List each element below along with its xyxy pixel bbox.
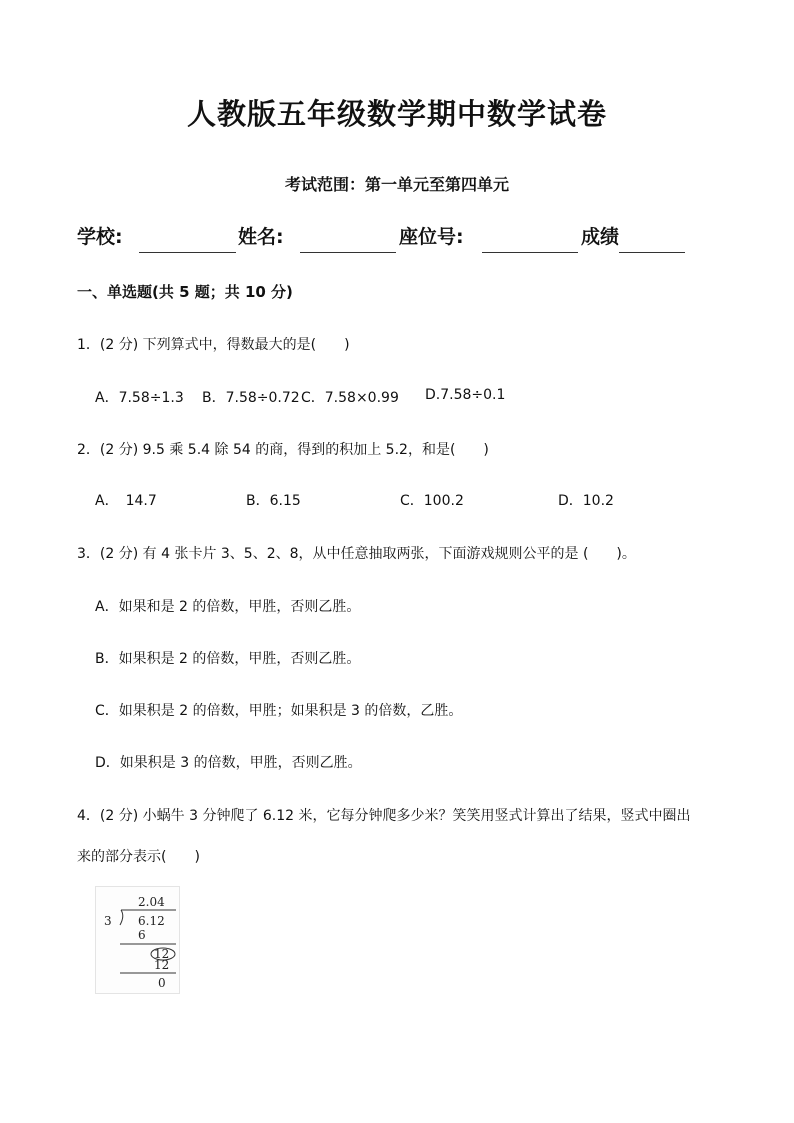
question-2-option-d[interactable]: D．10.2: [558, 493, 614, 509]
question-1-option-c[interactable]: C．7.58×0.99: [301, 390, 399, 406]
school-label: 学校:: [77, 226, 123, 248]
circled-text: 12: [154, 947, 170, 961]
question-3-option-b[interactable]: B．如果积是 2 的倍数，甲胜，否则乙胜。: [95, 651, 361, 667]
long-division-figure: [95, 886, 180, 994]
step2-text: 12: [154, 958, 170, 972]
seat-label: 座位号:: [399, 226, 464, 248]
question-3-option-a[interactable]: A．如果和是 2 的倍数，甲胜，否则乙胜。: [95, 599, 361, 615]
question-2-option-b[interactable]: B．6.15: [246, 493, 301, 509]
question-2-stem: 2．(2 分) 9.5 乘 5.4 除 54 的商，得到的积加上 5.2，和是( ): [77, 442, 489, 458]
question-3-option-c[interactable]: C．如果积是 2 的倍数，甲胜；如果积是 3 的倍数，乙胜。: [95, 703, 463, 719]
school-blank[interactable]: [139, 252, 236, 253]
long-division-drawing: [96, 887, 179, 993]
question-4-stem-continued: 来的部分表示( ): [77, 849, 200, 865]
question-1-stem: 1．(2 分) 下列算式中，得数最大的是( ): [77, 337, 350, 353]
dividend-text: 6.12: [138, 914, 165, 928]
question-2-option-c[interactable]: C．100.2: [400, 493, 464, 509]
step1-text: 6: [138, 928, 146, 942]
question-4-stem: 4．(2 分) 小蜗牛 3 分钟爬了 6.12 米，它每分钟爬多少米？笑笑用竖式计算出了结果，竖式中圈出: [77, 808, 691, 824]
quotient-text: 2.04: [138, 895, 165, 909]
exam-scope: 考试范围：第一单元至第四单元: [284, 175, 509, 194]
seat-blank[interactable]: [482, 252, 578, 253]
name-blank[interactable]: [300, 252, 396, 253]
score-blank[interactable]: [619, 252, 685, 253]
question-3-option-d[interactable]: D．如果积是 3 的倍数，甲胜，否则乙胜。: [95, 755, 362, 771]
remainder-text: 0: [158, 976, 166, 990]
question-3-stem: 3．(2 分) 有 4 张卡片 3、5、2、8，从中任意抽取两张，下面游戏规则公平的是 ( )。: [77, 546, 636, 562]
section-heading: 一、单选题(共 5 题；共 10 分): [77, 283, 293, 301]
question-1-option-a[interactable]: A．7.58÷1.3: [95, 390, 184, 406]
question-1-option-b[interactable]: B．7.58÷0.72: [202, 390, 300, 406]
question-1-option-d[interactable]: D.7.58÷0.1: [425, 387, 506, 403]
score-label: 成绩: [581, 226, 620, 248]
page-title: 人教版五年级数学期中数学试卷: [186, 97, 607, 131]
question-2-option-a[interactable]: A． 14.7: [95, 493, 157, 509]
name-label: 姓名:: [238, 226, 284, 248]
divisor-text: 3: [104, 914, 112, 928]
division-bracket: [120, 910, 123, 925]
